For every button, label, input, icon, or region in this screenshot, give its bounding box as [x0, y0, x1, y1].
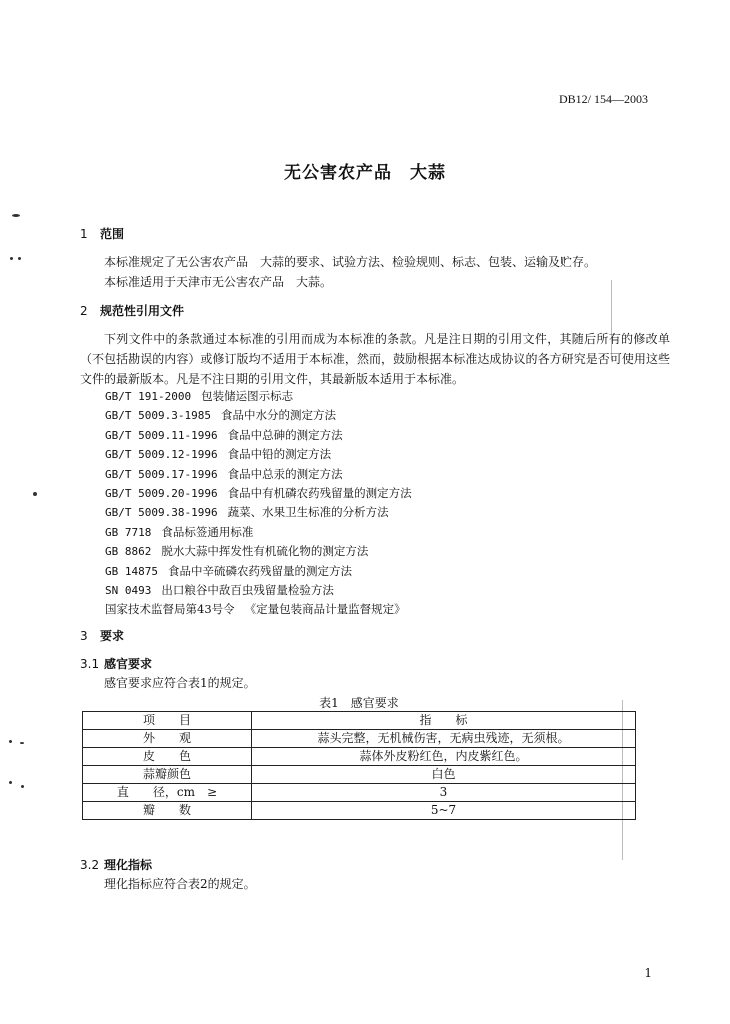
reference-code: GB 14875	[105, 564, 158, 578]
reference-code: GB/T 191-2000	[105, 390, 192, 403]
scan-speck	[12, 214, 20, 217]
table-header-row	[83, 712, 636, 730]
reference-item	[105, 542, 412, 561]
reference-name: 食品中辛硫磷农药残留量的测定方法	[167, 563, 352, 578]
scan-speck	[33, 492, 37, 496]
table-cell: 蒜体外皮粉红色，内皮紫红色。	[252, 748, 636, 766]
reference-name: 食品标签通用标准	[161, 524, 254, 539]
reference-item	[105, 562, 412, 581]
reference-name: 脱水大蒜中挥发性有机硫化物的测定方法	[161, 544, 369, 559]
section-3-1-text: 感官要求应符合表1的规定。	[104, 676, 256, 690]
reference-code: GB/T 5009.20-1996	[105, 487, 218, 501]
reference-name: 食品中水分的测定方法	[220, 408, 336, 423]
section-title: 感官要求	[104, 657, 153, 671]
section-2-intro: 下列文件中的条款通过本标准的引用而成为本标准的条款。凡是注日期的引用文件，其随后所有的修改单（不包括勘误的内容）或修订版均不适用于本标准，然而，鼓励根据本标准达成协议的各方研究是否可使用这些文件的最新版本。凡是不注日期的引用文件，其最新版本适用于本标准。	[80, 332, 670, 386]
scan-speck	[9, 781, 12, 784]
reference-item	[105, 387, 412, 406]
table-header-cell: 指 标	[252, 712, 636, 730]
table-cell: 瓣 数	[83, 802, 252, 820]
section-number: 3	[80, 629, 88, 643]
reference-item	[105, 581, 412, 600]
reference-item	[105, 484, 412, 503]
section-title: 范围	[100, 227, 125, 241]
reference-code: GB/T 5009.3-1985	[105, 409, 211, 423]
reference-name: 包装储运图示标志	[201, 389, 294, 403]
section-3-2-text: 理化指标应符合表2的规定。	[104, 877, 256, 891]
section-3-1-heading	[80, 655, 152, 672]
reference-name: 食品中有机磷农药残留量的测定方法	[227, 486, 412, 501]
section-1-heading	[80, 225, 124, 242]
section-number: 1	[80, 227, 88, 241]
reference-list	[105, 387, 412, 620]
reference-item	[105, 523, 412, 542]
scan-speck	[9, 740, 12, 743]
scan-speck	[18, 257, 21, 260]
reference-name: 出口粮谷中敌百虫残留量检验方法	[161, 583, 334, 598]
table-cell: 直 径，cm ≥	[83, 784, 252, 802]
reference-item	[105, 465, 412, 484]
reference-code: GB/T 5009.17-1996	[105, 467, 218, 481]
scan-speck	[21, 785, 24, 788]
table-row	[83, 766, 636, 784]
section-number: 3.2	[80, 858, 100, 872]
section-number: 3.1	[80, 657, 100, 671]
table-cell: 蒜头完整，无机械伤害，无病虫残迹，无须根。	[252, 730, 636, 748]
reference-item	[105, 406, 412, 425]
section-1-paragraph-1: 本标准规定了无公害农产品 大蒜的要求、试验方法、检验规则、标志、包装、运输及贮存。	[104, 255, 597, 269]
page-title: 无公害农产品 大蒜	[284, 163, 446, 183]
table-1	[82, 711, 636, 820]
table-cell: 3	[252, 784, 636, 802]
reference-code: GB/T 5009.12-1996	[105, 448, 218, 462]
table-row	[83, 730, 636, 748]
table-cell: 外 观	[83, 730, 252, 748]
section-2-heading	[80, 302, 184, 319]
table-1-caption: 表1 感官要求	[319, 696, 399, 710]
reference-name: 《定量包装商品计量监督规定》	[244, 602, 406, 617]
reference-item	[105, 426, 412, 445]
section-1-paragraph-2: 本标准适用于天津市无公害农产品 大蒜。	[104, 275, 333, 289]
reference-code: 国家技术监督局第43号令	[105, 602, 235, 617]
page-number: 1	[644, 966, 652, 980]
reference-code: GB 7718	[105, 525, 152, 539]
table-cell: 5~7	[252, 802, 636, 820]
table-cell: 白色	[252, 766, 636, 784]
reference-code: GB/T 5009.38-1996	[105, 506, 218, 520]
table-header-cell: 项 目	[83, 712, 252, 730]
table-row	[83, 784, 636, 802]
reference-code: GB/T 5009.11-1996	[105, 428, 218, 442]
section-title: 理化指标	[104, 858, 153, 872]
reference-name: 食品中铅的测定方法	[227, 447, 332, 462]
table-cell: 皮 色	[83, 748, 252, 766]
reference-name: 蔬菜、水果卫生标准的分析方法	[227, 505, 389, 520]
scan-speck	[10, 257, 13, 260]
table-row	[83, 802, 636, 820]
section-title: 规范性引用文件	[100, 304, 185, 318]
reference-name: 食品中总砷的测定方法	[227, 427, 343, 442]
reference-item	[105, 503, 412, 522]
table-row	[83, 748, 636, 766]
document-code: DB12/ 154—2003	[558, 92, 648, 106]
reference-code: GB 8862	[105, 545, 152, 559]
section-3-2-heading	[80, 856, 152, 873]
section-3-heading	[80, 627, 124, 644]
reference-item	[105, 445, 412, 464]
section-title: 要求	[100, 629, 125, 643]
reference-code: SN 0493	[105, 584, 152, 598]
reference-item	[105, 600, 412, 619]
reference-name: 食品中总汞的测定方法	[227, 466, 343, 481]
scan-speck	[20, 742, 24, 744]
table-cell: 蒜瓣颜色	[83, 766, 252, 784]
section-number: 2	[80, 304, 88, 318]
